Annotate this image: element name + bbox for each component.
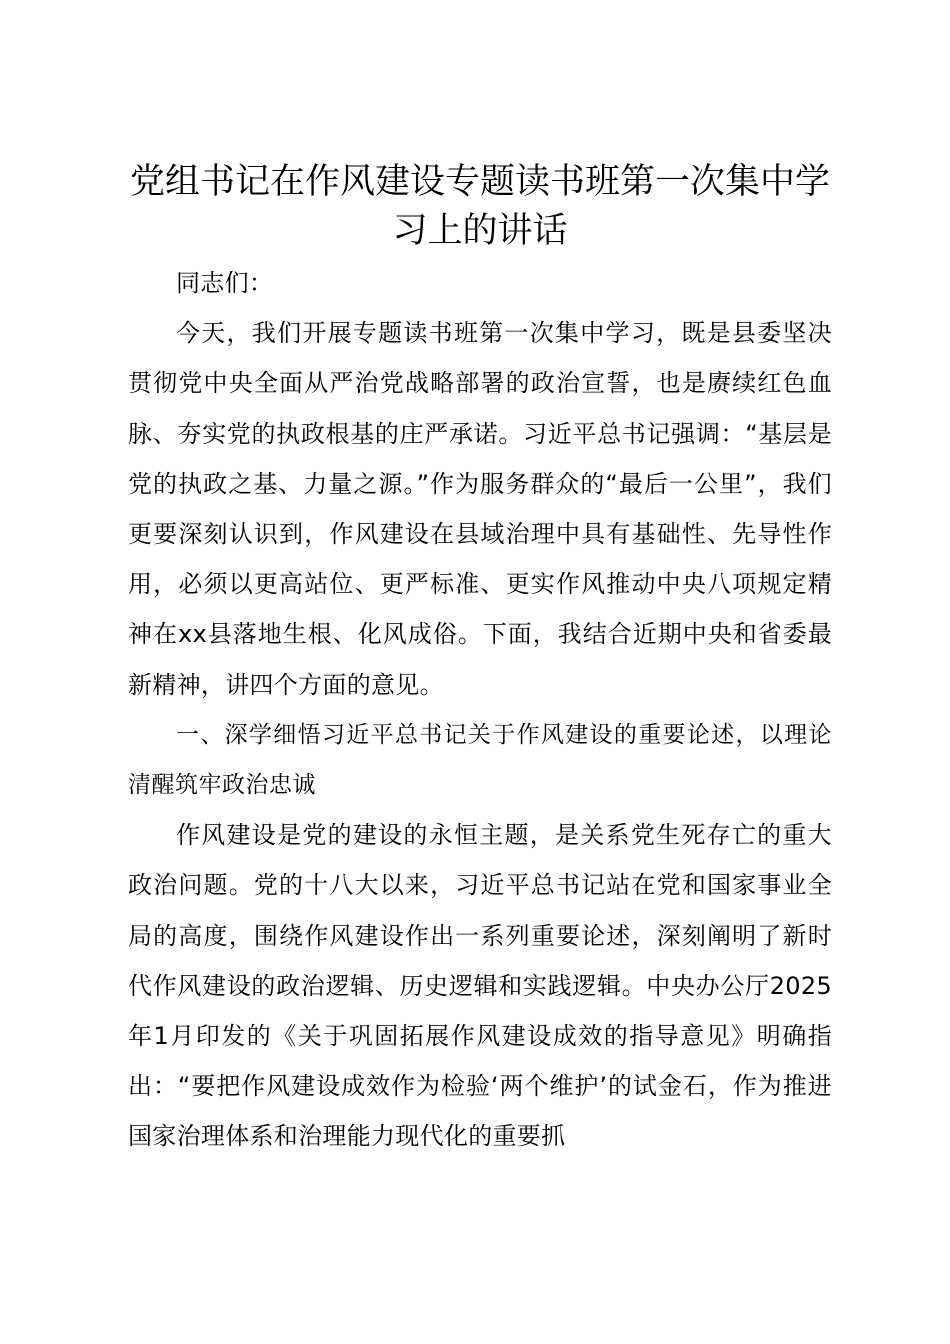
document-page <box>128 158 832 1162</box>
body-paragraph-section-1: 作风建设是党的建设的永恒主题，是关系党生死存亡的重大政治问题。党的十八大以来，习近平总书记站在党和国家事业全局的高度，围绕作风建设作出一系列重要论述，深刻阐明了新时代作风建设的政治逻辑、历史逻辑和实践逻辑。中央办公厅2025年1月印发的《关于巩固拓展作风建设成效的指导意见》明确指出：“要把作风建设成效作为检验‘两个维护’的试金石，作为推进国家治理体系和治理能力现代化的重要抓 <box>128 821 832 1151</box>
document-title: 党组书记在作风建设专题读书班第一次集中学习上的讲话 <box>129 162 830 251</box>
salutation: 同志们： <box>176 269 274 297</box>
section-heading-1: 一、深学细悟习近平总书记关于作风建设的重要论述，以理论清醒筑牢政治忠诚 <box>128 721 832 799</box>
body-paragraph-intro: 今天，我们开展专题读书班第一次集中学习，既是县委坚决贯彻党中央全面从严治党战略部署的政治宣誓，也是赓续红色血脉、夯实党的执政根基的庄严承诺。习近平总书记强调：“基层是党的执政之基、力量之源。”作为服务群众的“最后一公里”，我们更要深刻认识到，作风建设在县域治理中具有基础性、先导性作用，必须以更高站位、更严标准、更实作风推动中央八项规定精神在xx县落地生根、化风成俗。下面，我结合近期中央和省委最新精神，讲四个方面的意见。 <box>128 319 832 699</box>
